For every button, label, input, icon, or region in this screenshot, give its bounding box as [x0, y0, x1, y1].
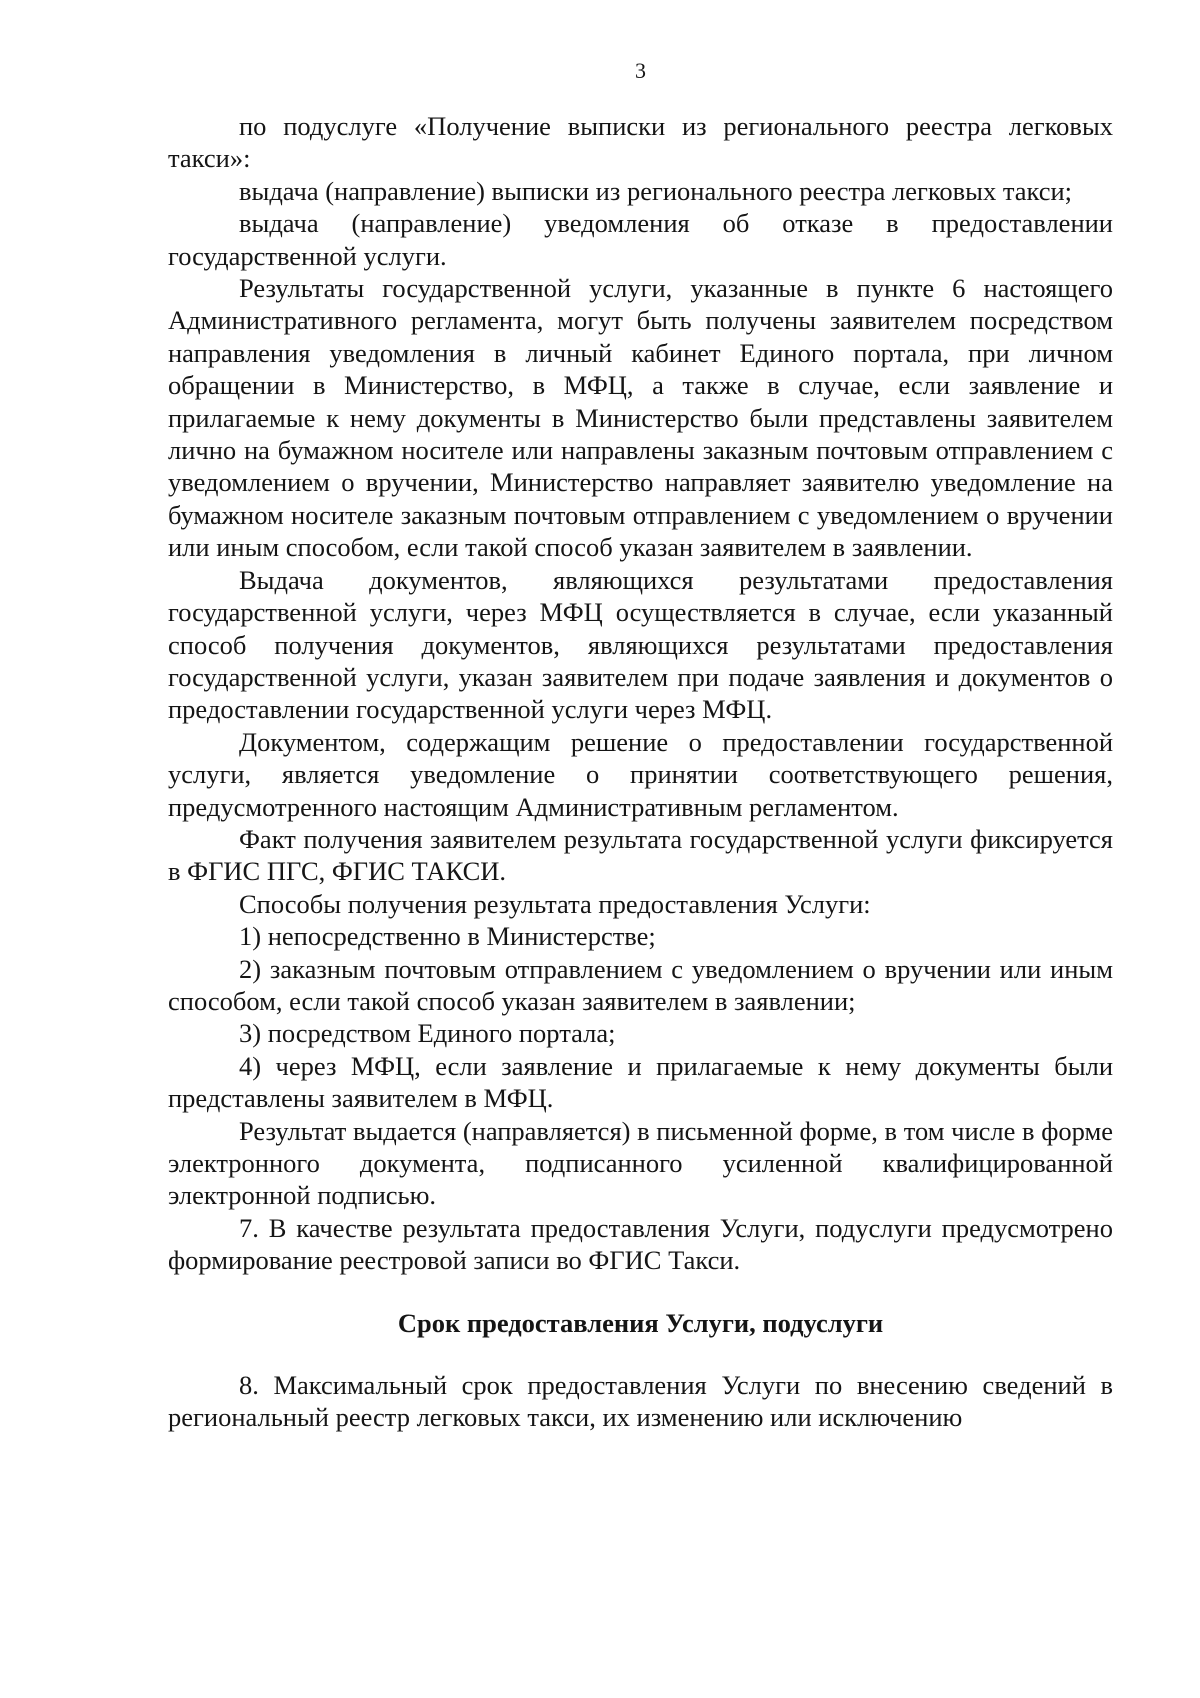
- list-item-method-4: 4) через МФЦ, если заявление и прилагаемые к нему документы были представлены заявителем в МФЦ.: [168, 1050, 1113, 1114]
- paragraph-issue-refusal: выдача (направление) уведомления об отказе в предоставлении государственной услуги.: [168, 208, 1113, 271]
- paragraph-item-8: 8. Максимальный срок предоставления Услуги по внесению сведений в региональный реестр легковых такси, их изменению или исключению: [168, 1370, 1113, 1433]
- paragraph-issue-extract: выдача (направление) выписки из регионального реестра легковых такси;: [239, 175, 1073, 206]
- paragraph-result-recording: Факт получения заявителем результата государственной услуги фиксируется в ФГИС ПГС, ФГИС ТАКСИ.: [168, 823, 1113, 887]
- paragraph-item-7: 7. В качестве результата предоставления Услуги, подуслуги предусмотрено формирование реестровой записи во ФГИС Такси.: [168, 1212, 1113, 1276]
- list-item-method-2: 2) заказным почтовым отправлением с уведомлением о вручении или иным способом, если такой способ указан заявителем в заявлении;: [168, 953, 1113, 1016]
- paragraph-decision-document: Документом, содержащим решение о предоставлении государственной услуги, является уведомление о принятии соответствующего решения, предусмотренного настоящим Административным регламентом.: [168, 726, 1113, 822]
- paragraph-result-form: Результат выдается (направляется) в письменной форме, в том числе в форме электронного документа, подписанного усиленной квалифицированной электронной подписью.: [168, 1115, 1113, 1211]
- paragraph-mfc-issuance: Выдача документов, являющихся результатами предоставления государственной услуги, через МФЦ осуществляется в случае, если указанный способ получения документов, являющихся результатами предоставления государственной услуги, указан заявителем при подаче заявления и документов о предоставлении государственной услуги через МФЦ.: [168, 564, 1113, 725]
- document-body: [168, 110, 1113, 1434]
- paragraph-methods-intro: Способы получения результата предоставления Услуги:: [239, 888, 871, 919]
- list-item-method-3: 3) посредством Единого портала;: [239, 1018, 616, 1049]
- section-heading: Срок предоставления Услуги, подуслуги: [397, 1307, 884, 1338]
- list-item-method-1: 1) непосредственно в Министерстве;: [239, 921, 656, 952]
- page-number: 3: [635, 58, 646, 83]
- paragraph-results-delivery: Результаты государственной услуги, указанные в пункте 6 настоящего Административного регламента, могут быть получены заявителем посредством направления уведомления в личный кабинет Единого портала, при личном обращении в Министерство, в МФЦ, а также в случае, если заявление и прилагаемые к нему документы в Министерство были представлены заявителем лично на бумажном носителе или направлены заказным почтовым отправлением с уведомлением о вручении, Министерство направляет заявителю уведомление на бумажном носителе заказным почтовым отправлением с уведомлением о вручении или иным способом, если такой способ указан заявителем в заявлении.: [168, 273, 1113, 563]
- paragraph-subservice-extract: по подуслуге «Получение выписки из регионального реестра легковых такси»:: [168, 111, 1113, 174]
